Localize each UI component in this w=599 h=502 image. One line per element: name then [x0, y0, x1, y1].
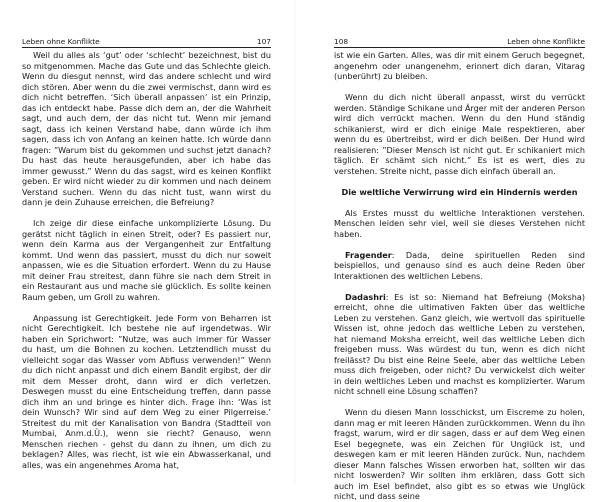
left-paragraph-3: Anpassung ist Gerechtigkeit. Jede Form von Beharren ist nicht Gerechtigkeit. Ich bestehe nie auf irgendetwas. Wir haben ein Sprichwort: ”Nutze, was auch immer für Wasser du hast, um die Bohnen zu kochen. Letztendlich musst du vielleicht sogar das Wasser vom Abfluss verwenden!” Wenn du dich nicht anpasst und dich einem Bandit ergibst, der dir mit dem Messer droht, dann wird er dich verletzen. Deswegen musst du eine Entscheidung treffen, dann passe dich ihm an und bringe es hinter dich. Frage ihn: ‘Was ist dein Wunsch? Wir sind auf dem Weg zu einer Pilgerreise.’ Streitest du mit der Kanalisation von Bandra (Stadtteil von Mumbai, Anm.d.Ü.), wenn sie riecht? Genauso, wenn Menschen riechen - gehst du dann zu ihnen, um dich zu beklagen? Alles, was riecht, ist wie ein Abwasserkanal, und alles, was ein angenehmes Aroma hat,: [22, 312, 271, 470]
qa-answer-paragraph: [334, 292, 585, 397]
qa-question-paragraph: [334, 250, 585, 282]
left-running-head: [22, 0, 271, 46]
left-header-rule: [22, 47, 271, 48]
left-page: [22, 0, 271, 484]
question-text: : Dada, deine spirituellen Reden sind beispiellos, und genauso sind es auch deine Reden über Interaktionen des weltlichen Lebens.: [334, 249, 585, 281]
left-page-body: [22, 50, 271, 470]
right-page-body: [334, 50, 585, 502]
right-header-rule: [334, 47, 585, 48]
section-heading: Die weltliche Verwirrung wird ein Hindernis werden: [341, 186, 578, 197]
right-paragraph-3: Als Erstes musst du weltliche Interaktionen verstehen. Menschen leiden sehr viel, weil sie dieses Verstehen nicht haben.: [334, 207, 585, 239]
right-paragraph-last: Wenn du diesen Mann losschickst, um Eiscreme zu holen, dann mag er mit leeren Händen zurückkommen. Wenn du ihn fragst, warum, wird er dir sagen, dass er auf dem Weg einen Esel begegnete, was ein Zeichen für Unglück ist, und deswegen kam er mit leeren Händen zurück. Nun, nachdem dieser Mann falsches Wissen erworben hat, sollten wir das nicht loswerden? Wir sollten ihm erklären, dass Gott sich auch im Esel befindet, also gibt es so etwas wie Unglück nicht, und dass seine: [334, 407, 585, 501]
speaker-dadashri: Dadashri: [345, 291, 386, 302]
right-page: [334, 0, 585, 501]
right-running-title: Leben ohne Konflikte: [507, 37, 585, 46]
left-running-title: Leben ohne Konflikte: [22, 37, 100, 46]
book-gutter: [294, 0, 296, 484]
right-running-head: [334, 0, 585, 46]
left-page-number: 107: [256, 37, 271, 46]
right-continuation-paragraph: ist wie ein Garten. Alles, was dir mit einem Geruch begegnet, angenehm oder unangenehm, erinnert dich daran, Vitarag (unberührt) zu bleiben.: [334, 50, 585, 81]
right-paragraph-2: Wenn du dich nicht überall anpasst, wirst du verrückt werden. Ständige Schikane und Ärger mit der anderen Person wird dich verrückt machen. Wenn du den Hund ständig schikanierst, wird er dich einige Male respektieren, aber wenn du es übertreibst, wird er dich beißen. Der Hund wird realisieren: ”Dieser Mensch ist nicht gut. Er schikaniert mich täglich. Er schämt sich nicht.” Es ist es wert, dies zu verstehen. Streite nicht, passe dich einfach überall an.: [334, 92, 585, 176]
answer-text: : Es ist so: Niemand hat Befreiung (Moksha) erreicht, ohne die ultimativen Fakten über das weltliche Leben zu verstehen. Ganz gleich, wie wertvoll das spirituelle Wissen ist, ohne jedoch das weltliche Leben zu verstehen, hat niemand Moksha erreicht, weil das weltliche Leben dich freigeben muss. Was würdest du tun, wenn es dich nicht freilässt? Du bist eine Reine Seele, aber das weltliche Leben muss dich freigeben, oder nicht? Du verwickelst dich weiter in dein weltliches Leben und machst es komplizierter. Warum nicht schnell eine Lösung schaffen?: [334, 291, 585, 396]
left-paragraph-1: Weil du alles als ‘gut’ oder ‘schlecht’ bezeichnest, bist du so mitgenommen. Mache das Gute und das Schlechte gleich. Wenn du diesgut nennst, wird das andere schlecht und wird dich stören. Aber wenn du die zwei vermischst, dann wird es dich nicht betreffen. ‘Sich überall anpassen’ ist ein Prinzip, das ich entdeckt habe. Passe dich dem an, der die Wahrheit sagt, und auch dem, der das nicht tut. Wenn mir jemand sagt, dass ich keinen Verstand habe, dann würde ich ihm sagen, dass ich von Anfang an keinen hatte. Ich würde dann fragen: ”Warum bist du gekommen und suchst jetzt danach? Du hast das heute herausgefunden, aber ich habe das immer gewusst.” Wenn du das sagst, wird es keinen Konflikt geben. Er wird nicht wieder zu dir kommen und nach deinem Verstand suchen. Wenn du das nicht tust, wann wirst du dann je dein Zuhause erreichen, die Befreiung?: [22, 50, 271, 207]
right-page-number: 108: [334, 37, 349, 46]
speaker-fragender: Fragender: [345, 249, 392, 260]
left-paragraph-2: Ich zeige dir diese einfache unkomplizierte Lösung. Du gerätst nicht täglich in einen Streit, oder? Es passiert nur, wenn dein Karma aus der Vergangenheit zur Entfaltung kommt. Und wenn das passiert, musst du dich nur soweit anpassen, wie es die Situation erfordert. Wenn du zu Hause mit deiner Frau streitest, dann führe sie nach dem Streit in ein Restaurant aus und mache sie glücklich. Es sollte keinen Raum geben, um Groll zu wahren.: [22, 218, 271, 302]
